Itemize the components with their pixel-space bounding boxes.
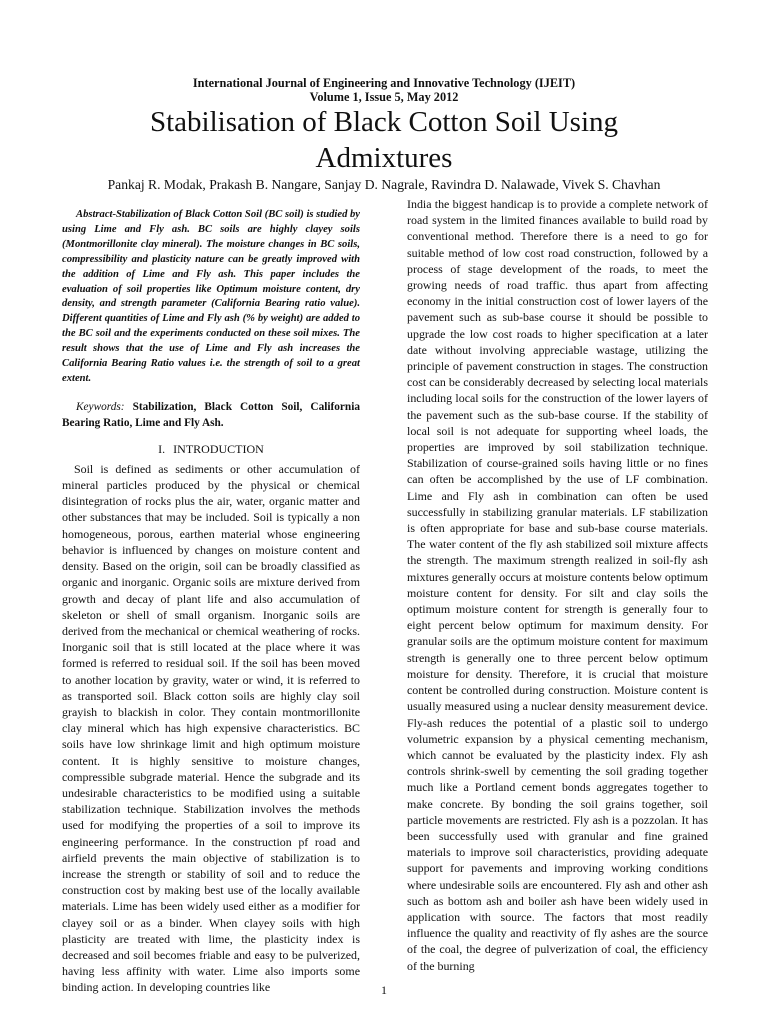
introduction-continued-paragraph: India the biggest handicap is to provide a complete network of road system in the limited finances available to build road by conventional method. Therefore there is a need to go for suitable method of low cost road construction, followed by a process of stage development of the roads, to meet the growing needs of road traffic. thus apart from affecting economy in the initial construction cost of lower layers of the pavement such as sub-base course it should be possible to upgrade the low cost roads to higher specification at a later date without involving appreciable wastage, utilizing the principle of pavement construction in stages. The construction cost can be considerably decreased by selecting local materials including local soils for the construction of the lower layers of the pavement such as the sub-base course. If the stability of local soil is not adequate for supporting wheel loads, the properties are improved by soil stabilization technique. Stabilization of course-grained soils having little or no fines can often be accomplished by the use of LF combination. Lime and Fly ash in combination can often be used successfully in stabilizing granular materials. LF stabilization is often appropriate for base and sub-base course materials. The water content of the fly ash stabilized soil mixture affects the strength. The maximum strength realized in soil-fly ash mixtures generally occurs at moisture contents below optimum moisture content for density. For silt and clay soils the optimum moisture content for strength is generally four to eight percent below optimum for maximum density. For granular soils are the optimum moisture content for maximum strength is generally one to three percent below optimum moisture for density. Therefore, it is crucial that moisture content be controlled during construction. Moisture content is usually measured using a nuclear density measurement device. Fly-ash reduces the potential of a plastic soil to undergo volumetric expansion by a physical cementing mechanism, which cannot be evaluated by the plasticity index. Fly ash controls shrink-swell by cementing the soil grading together much like a Portland cement bonds aggregates together to make concrete. By bonding the soil grains together, soil particle movements are restricted. Fly ash is a pozzolan. It has been successfully used with granular and fine grained materials to improve soil characteristics, providing adequate support for pavements and improving working conditions where undesirable soils are encountered. Fly ash and other ash such as bottom ash and boiler ash have been widely used in application with source. The factors that most readily influence the quality and reactivity of fly ashes are the source of the coal, the degree of pulverization of coal, the efficiency of the burning xyxy=(407,197,708,973)
paper-authors: Pankaj R. Modak, Prakash B. Nangare, Sanjay D. Nagrale, Ravindra D. Nalawade, Vivek S. Chavhan xyxy=(107,177,661,192)
journal-name: International Journal of Engineering and Innovative Technology (IJEIT) xyxy=(192,76,576,90)
section-heading-introduction xyxy=(62,441,360,457)
left-column xyxy=(62,208,360,996)
journal-header xyxy=(0,76,768,104)
keywords xyxy=(62,399,360,431)
introduction-paragraph: Soil is defined as sediments or other accumulation of mineral particles produced by the physical or chemical disintegration of rocks plus the air, water, organic matter and other substances that may be included. Soil is typically a non homogeneous, porous, earthen material whose engineering behavior is influenced by changes on moisture content and density. Based on the origin, soil can be broadly classified as organic and inorganic. Organic soils are mixture derived from growth and decay of plant life and also accumulation of skeleton or shell of small organism. Inorganic soils are derived from the mechanical or chemical weathering of rocks. Inorganic soil that is still located at the place where it was formed is referred to residual soil. If the soil has been moved to another location by gravity, water or wind, it is referred to as transported soil. Black cotton soils are highly clay soil grayish to blackish in color. They contain montmorillonite clay mineral which has high expensive characteristics. BC soils have low shrinkage limit and high optimum moisture content. It is highly sensitive to moisture changes, compressible subgrade material. Hence the subgrade and its undesirable characteristics to be modified using a suitable stabilization technique. Stabilization involves the methods used for modifying the properties of a soil to improve its engineering performance. In the construction pf road and airfield prevents the main objective of stabilization is to increase the strength or stability of soil and to reduce the construction cost by making best use of the locally available materials. Lime has been widely used either as a modifier for clayey soil or as a binder. When clayey soils with high plasticity are treated with lime, the plasticity index is decreased and soil becomes friable and easy to be pulverized, having less affinity with water. Lime also imports some binding action. In developing countries like xyxy=(62,461,360,995)
title-line-2: Admixtures xyxy=(315,142,453,174)
page-number: 1 xyxy=(381,983,387,997)
journal-issue: Volume 1, Issue 5, May 2012 xyxy=(309,90,459,104)
section-title: INTRODUCTION xyxy=(173,441,264,456)
keywords-label: Keywords: xyxy=(76,400,125,413)
paper-title xyxy=(0,104,768,176)
keywords-text: Stabilization, Black Cotton Soil, California Bearing Ratio, Lime and Fly Ash. xyxy=(62,400,361,429)
right-column xyxy=(407,196,708,974)
abstract: Abstract-Stabilization of Black Cotton Soil (BC soil) is studied by using Lime and Fly ash. BC soils are highly clayey soils (Montmorillonite clay mineral). The moisture changes in BC soils, compressibility and plasticity nature can be greatly improved with the addition of Lime and Fly ash. This paper includes the evaluation of soil properties like Optimum moisture content, dry density, and strength parameter (California Bearing ratio value). Different quantities of Lime and Fly ash (% by weight) are added to the BC soil and the experiments conducted on these soil mixes. The result shows that the use of Lime and Fly ash increases the California Bearing Ratio values i.e. the strength of soil to a great extent. xyxy=(62,209,361,384)
section-number: I. xyxy=(158,441,166,456)
title-line-1: Stabilisation of Black Cotton Soil Using xyxy=(149,106,619,138)
